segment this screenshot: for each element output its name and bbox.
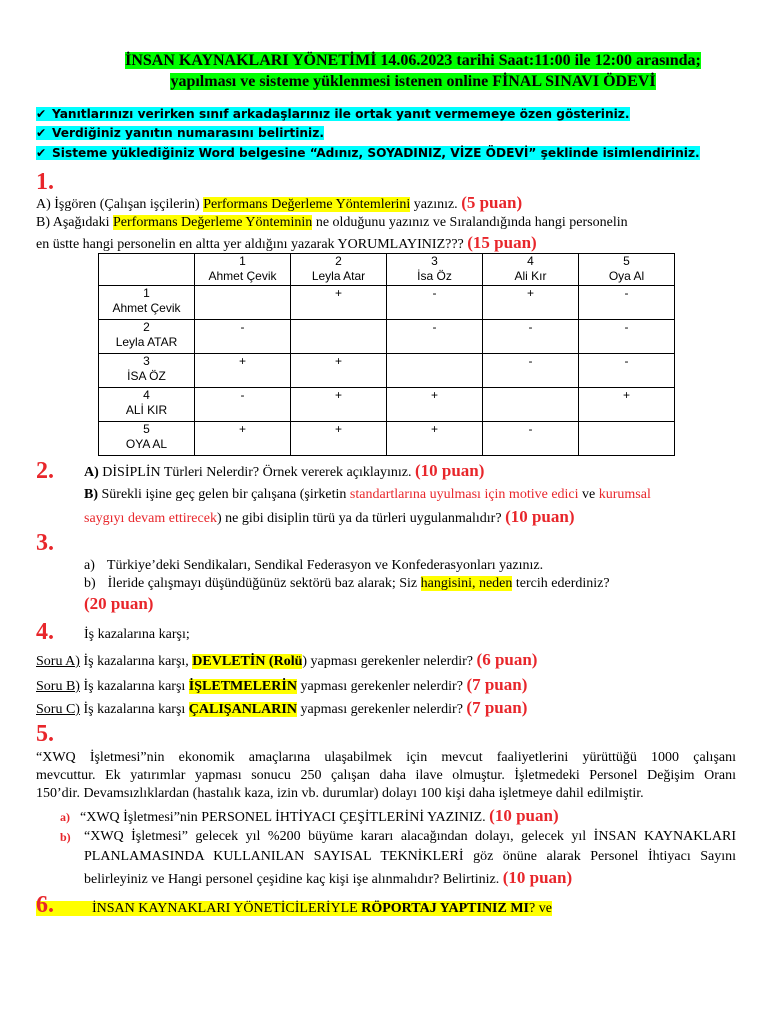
- table-cell: +: [387, 422, 483, 456]
- table-col-header: 4 Ali Kır: [483, 254, 579, 286]
- instruction-3: ✔ Sisteme yüklediğiniz Word belgesine “Adınız, SOYADINIZ, VİZE ÖDEVİ” şeklinde isimlendiriniz.: [36, 146, 700, 160]
- checkmark-icon: ✔: [36, 126, 47, 140]
- table-cell: +: [195, 422, 291, 456]
- question-5-number: 5.: [36, 721, 54, 747]
- question-5-paragraph-line-2: mevcuttur. Ek yatırımlar yapması sonucu 250 çalışan daha ilave olmuştur. İşletmedeki Personel Değişim Oranı: [36, 768, 736, 783]
- table-col-header: 5 Oya Al: [579, 254, 675, 286]
- question-4c: Soru C) İş kazalarına karşı ÇALIŞANLARIN yapması gerekenler nelerdir? (7 puan): [36, 698, 528, 717]
- table-cell: -: [579, 354, 675, 388]
- table-cell: [195, 286, 291, 320]
- question-2-number: 2.: [36, 458, 54, 484]
- question-3-points: (20 puan): [84, 594, 154, 613]
- table-row-header: 4 ALİ KIR: [99, 388, 195, 422]
- question-4b: Soru B) İş kazalarına karşı İŞLETMELERİN yapması gerekenler nelerdir? (7 puan): [36, 675, 528, 694]
- question-5b-line-1: “XWQ İşletmesi” gelecek yıl %200 büyüme kararı alacağından dolayı, gelecek yıl İNSAN KAYNAKLARI: [84, 829, 736, 844]
- table-cell: +: [291, 286, 387, 320]
- question-5b-line-2: PLANLAMASINDA KULLANILAN SAYISAL TEKNİKLERİ göz önüne alarak Personel İhtiyacı Sayını: [84, 849, 736, 864]
- table-col-header: 3 İsa Öz: [387, 254, 483, 286]
- table-cell: +: [291, 388, 387, 422]
- table-row-header: 3 İSA ÖZ: [99, 354, 195, 388]
- table-cell: -: [579, 286, 675, 320]
- table-cell: [291, 320, 387, 354]
- instruction-1: ✔ Yanıtlarınızı verirken sınıf arkadaşlarınız ile ortak yanıt vermemeye özen gösteriniz.: [36, 107, 630, 121]
- question-3-number: 3.: [36, 530, 54, 556]
- table-row: [99, 320, 675, 354]
- table-row-header: 1 Ahmet Çevik: [99, 286, 195, 320]
- table-cell: [579, 422, 675, 456]
- checkmark-icon: ✔: [36, 107, 47, 121]
- title-line-1: İNSAN KAYNAKLARI YÖNETİMİ 14.06.2023 tarihi Saat:11:00 ile 12:00 arasında;: [125, 52, 701, 69]
- table-cell: -: [483, 320, 579, 354]
- table-row-header: 5 OYA AL: [99, 422, 195, 456]
- table-cell: +: [291, 354, 387, 388]
- table-cell: +: [579, 388, 675, 422]
- table-cell: -: [483, 354, 579, 388]
- question-4a: Soru A) İş kazalarına karşı, DEVLETİN (Rolü) yapması gerekenler nelerdir? (6 puan): [36, 650, 538, 669]
- question-1b: B) Aşağıdaki Performans Değerleme Yönteminin ne olduğunu yazınız ve Sıralandığında hangi personelin: [36, 215, 628, 230]
- table-col-header: 2 Leyla Atar: [291, 254, 387, 286]
- table-corner-cell: [99, 254, 195, 286]
- table-row: [99, 388, 675, 422]
- question-6-number: 6.: [36, 892, 54, 918]
- table-row-header: 2 Leyla ATAR: [99, 320, 195, 354]
- question-3a: a) Türkiye’deki Sendikaları, Sendikal Federasyon ve Konfederasyonları yazınız.: [84, 558, 544, 573]
- table-cell: -: [195, 388, 291, 422]
- table-row: [99, 286, 675, 320]
- table-col-header: 1 Ahmet Çevik: [195, 254, 291, 286]
- question-1-number: 1.: [36, 169, 54, 195]
- question-3b: b) İleride çalışmayı düşündüğünüz sektörü baz alarak; Siz hangisini, neden tercih ederdiniz?: [84, 576, 610, 591]
- table-cell: +: [195, 354, 291, 388]
- checkmark-icon: ✔: [36, 146, 47, 160]
- table-cell: [483, 388, 579, 422]
- question-4-number: 4.: [36, 619, 54, 645]
- question-5-paragraph-line-1: “XWQ İşletmesi”nin ekonomik amaçlarına ulaşabilmek için mevcut faaliyetlerini yürüttüğü 1000 çalışanı: [36, 750, 736, 765]
- question-1b-line2: en üstte hangi personelin en altta yer aldığını yazarak YORUMLAYINIZ??? (15 puan): [36, 233, 537, 252]
- title-line-2: yapılması ve sisteme yüklenmesi istenen online FİNAL SINAVI ÖDEVİ: [170, 73, 656, 90]
- table-row: [99, 354, 675, 388]
- table-cell: +: [483, 286, 579, 320]
- table-cell: -: [483, 422, 579, 456]
- question-5b-line-3: belirleyiniz ve Hangi personel çeşidine kaç kişi işe alınmalıdır? Belirtiniz. (10 puan): [84, 868, 573, 887]
- page-title: [108, 50, 718, 92]
- question-5b-label: b): [60, 830, 71, 844]
- table-cell: -: [195, 320, 291, 354]
- table-row: [99, 422, 675, 456]
- table-cell: [387, 354, 483, 388]
- table-cell: -: [387, 320, 483, 354]
- question-2b: B) Sürekli işine geç gelen bir çalışana (şirketin standartlarına uyulması için motive edici ve kurumsal: [84, 487, 651, 502]
- question-5a: a) “XWQ İşletmesi”nin PERSONEL İHTİYACI ÇEŞİTLERİNİ YAZINIZ. (10 puan): [60, 806, 559, 825]
- table-cell: +: [387, 388, 483, 422]
- instruction-2: ✔ Verdiğiniz yanıtın numarasını belirtiniz.: [36, 126, 324, 140]
- table-cell: -: [387, 286, 483, 320]
- question-6: 6. İNSAN KAYNAKLARI YÖNETİCİLERİYLE RÖPORTAJ YAPTINIZ MI? ve: [36, 892, 552, 918]
- question-1a: A) İşgören (Çalışan işçilerin) Performans Değerleme Yöntemlerini yazınız. (5 puan): [36, 193, 523, 212]
- table-header-row: [99, 254, 675, 286]
- question-4-intro: İş kazalarına karşı;: [84, 627, 190, 642]
- question-5-paragraph-line-3: 150’dir. Devamsızlıklardan (hastalık kaza, izin vb. durumlar) dolayı 100 kişi daha işletmeye dahil edilmiştir.: [36, 786, 644, 801]
- performance-comparison-table: [98, 253, 675, 456]
- question-2b-line2: saygıyı devam ettirecek) ne gibi disiplin türü ya da türleri uygulanmalıdır? (10 puan): [84, 507, 575, 526]
- table-cell: +: [291, 422, 387, 456]
- table-cell: -: [579, 320, 675, 354]
- question-2a: A) DİSİPLİN Türleri Nelerdir? Örnek vererek açıklayınız. (10 puan): [84, 461, 485, 480]
